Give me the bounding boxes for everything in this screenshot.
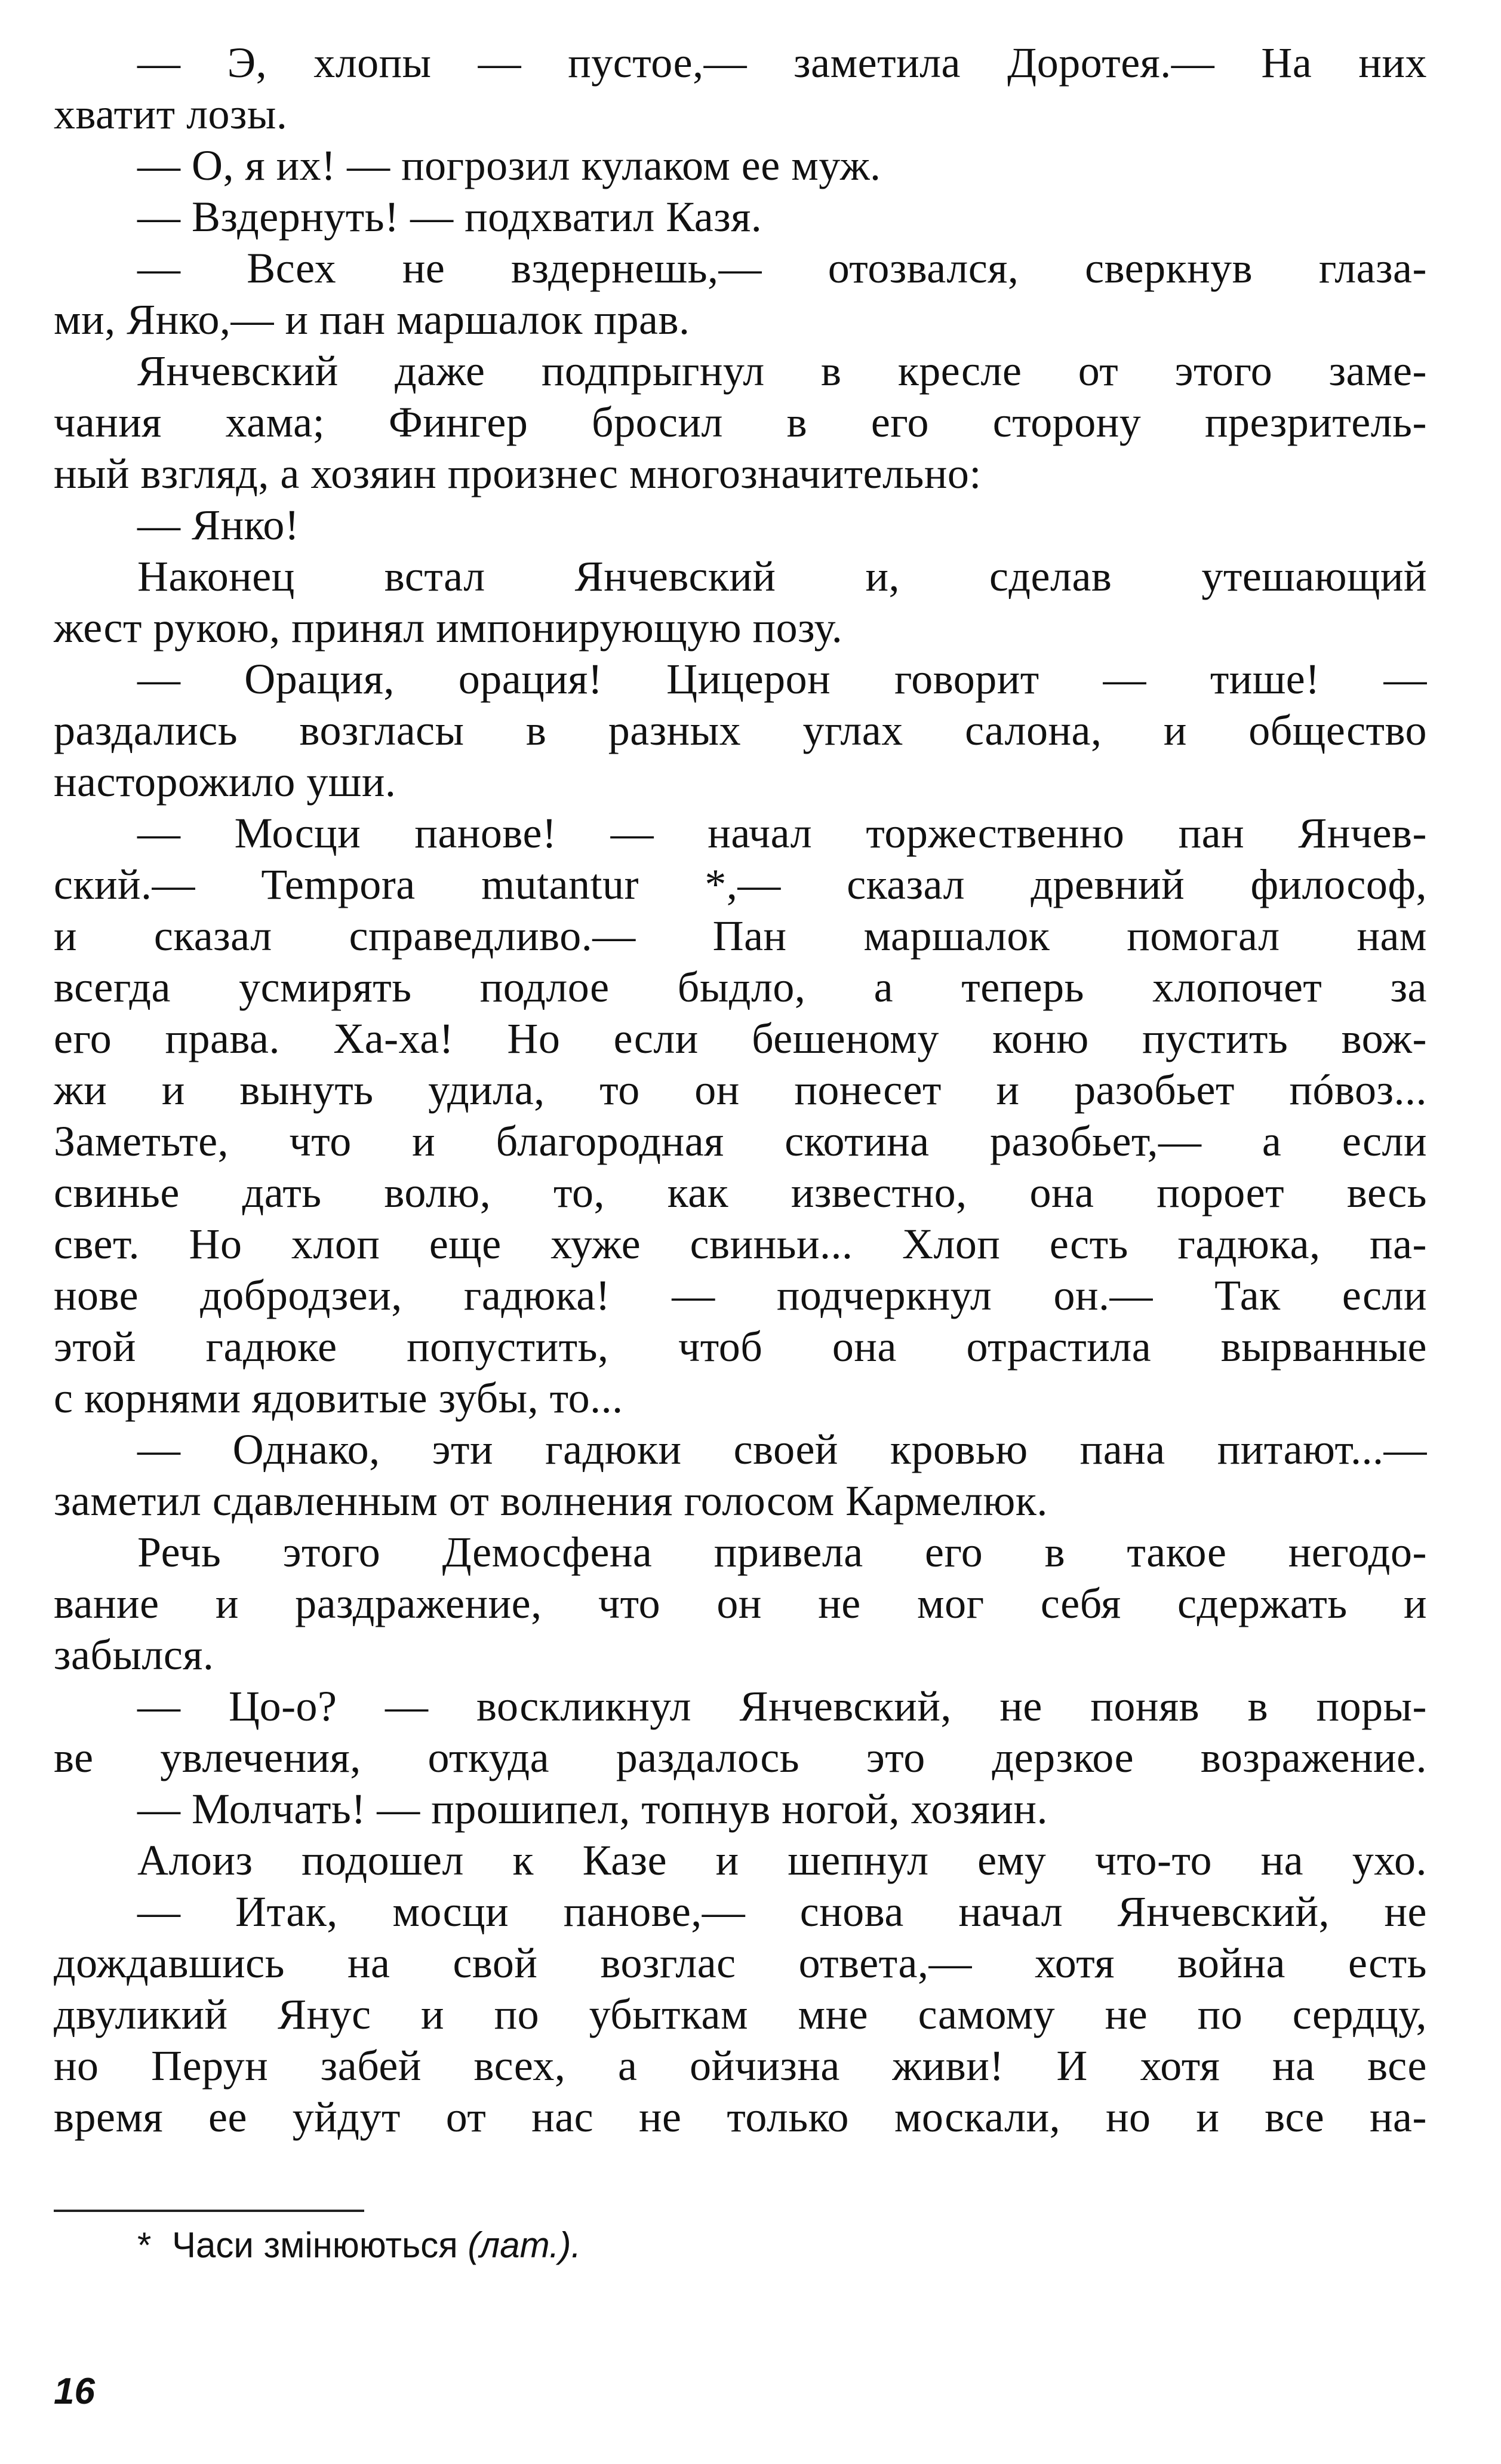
text-line: — Э, хлопы — пустое,— заметила Доротея.— На них — [137, 39, 1427, 87]
text-line: — Мосци панове! — начал торжественно пан Янчев- — [137, 809, 1427, 857]
text-line: вание и раздражение, что он не мог себя сдержать и — [54, 1580, 1427, 1627]
text-line: Заметьте, что и благородная скотина разобьет,— а если — [54, 1117, 1427, 1165]
text-line: ский.— Tempora mutantur *,— сказал древний философ, — [54, 861, 1427, 908]
text-line: нове добродзеи, гадюка! — подчеркнул он.— Так если — [54, 1271, 1427, 1319]
footnote — [137, 2222, 581, 2269]
text-line: — Вздернуть! — подхватил Казя. — [137, 193, 762, 241]
text-line: его права. Ха-ха! Но если бешеному коню пустить вож- — [54, 1015, 1427, 1062]
text-line: — Итак, мосци панове,— снова начал Янчевский, не — [137, 1888, 1427, 1935]
text-line: раздались возгласы в разных углах салона, и общество — [54, 706, 1427, 754]
text-line: хватит лозы. — [54, 90, 288, 138]
footnote-divider — [54, 2210, 364, 2212]
text-line: время ее уйдут от нас не только москали, но и все на- — [54, 2093, 1427, 2141]
text-line: но Перун забей всех, а ойчизна живи! И хотя на все — [54, 2042, 1427, 2090]
text-line: ный взгляд, а хозяин произнес многозначительно: — [54, 450, 982, 497]
text-line: — О, я их! — погрозил кулаком ее муж. — [137, 142, 881, 189]
text-line: Наконец встал Янчевский и, сделав утешающий — [137, 552, 1427, 600]
text-line: свинье дать волю, то, как известно, она пороет весь — [54, 1169, 1427, 1216]
text-line: насторожило уши. — [54, 758, 396, 806]
text-line: с корнями ядовитые зубы, то... — [54, 1374, 623, 1422]
text-line: Янчевский даже подпрыгнул в кресле от этого заме- — [137, 347, 1427, 395]
book-page — [54, 36, 1427, 2437]
text-line: — Молчать! — прошипел, топнув ногой, хозяин. — [137, 1785, 1048, 1833]
text-line: ве увлечения, откуда раздалось это дерзкое возражение. — [54, 1734, 1427, 1781]
text-line: — Однако, эти гадюки своей кровью пана питают...— — [137, 1425, 1427, 1473]
text-line: и сказал справедливо.— Пан маршалок помогал нам — [54, 912, 1427, 960]
text-line: — Янко! — [137, 501, 300, 549]
text-line: — Всех не вздернешь,— отозвался, сверкнув глаза- — [137, 244, 1427, 292]
footnote-text: Часи змінюються — [172, 2225, 458, 2265]
page-number: 16 — [54, 2371, 95, 2412]
text-line: Алоиз подошел к Казе и шепнул ему что-то на ухо. — [137, 1836, 1427, 1884]
text-line: жест рукою, принял импонирующую позу. — [54, 604, 843, 652]
footnote-marker: * — [137, 2225, 152, 2265]
text-line: всегда усмирять подлое быдло, а теперь хлопочет за — [54, 963, 1427, 1011]
text-line: заметил сдавленным от волнения голосом Кармелюк. — [54, 1477, 1048, 1525]
text-line: ми, Янко,— и пан маршалок прав. — [54, 296, 690, 343]
text-line: — Цо-о? — воскликнул Янчевский, не поняв в поры- — [137, 1682, 1427, 1730]
text-line: этой гадюке попустить, чтоб она отрастила вырванные — [54, 1323, 1427, 1371]
text-line: дождавшись на свой возглас ответа,— хотя война есть — [54, 1939, 1427, 1987]
text-line: — Орация, орация! Цицерон говорит — тише! — — [137, 655, 1427, 703]
text-line: жи и вынуть удила, то он понесет и разобьет пóвоз... — [54, 1066, 1427, 1114]
text-line: забылся. — [54, 1631, 214, 1679]
text-line: Речь этого Демосфена привела его в такое негодо- — [137, 1528, 1427, 1576]
footnote-language-note: (лат.). — [467, 2225, 582, 2265]
text-line: чания хама; Фингер бросил в его сторону презритель- — [54, 398, 1427, 446]
text-line: свет. Но хлоп еще хуже свиньи... Хлоп есть гадюка, па- — [54, 1220, 1427, 1268]
text-line: двуликий Янус и по убыткам мне самому не по сердцу, — [54, 1990, 1427, 2038]
